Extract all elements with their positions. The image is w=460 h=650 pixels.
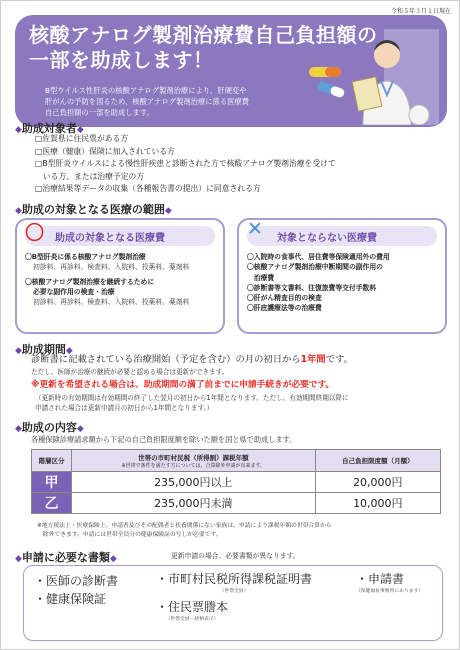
table-row: 乙 235,000円未満 10,000円	[32, 493, 441, 514]
table-note-1: ※地方税法上・医療保険上、申請者及びその配偶者と扶養関係にない家族は、申請により課税年額の世帯合算から	[37, 523, 332, 529]
docs-note: 更新申請の場合、必要書類が異なります。	[171, 552, 300, 560]
list-item: □治療結果等データの収集（各種報告書の提出）に同意される方	[35, 184, 261, 193]
list-item: いる方、または治療予定の方	[35, 171, 145, 181]
renewal-note-2: 申請された場合は更新申請月の初日から1年間となります。）	[35, 404, 214, 412]
list-item: □佐賀県に住民票がある方	[35, 134, 129, 143]
col-income: 世帯の市町村民税（所得割）課税年額 ※世帯で条件を満たす方については、合算除外申請が出来ます。	[72, 450, 316, 472]
content-intro: 各種保険診療請求額から下記の自己負担限度額を除いた額を国と県で助成します。	[31, 435, 297, 444]
page-title: 核酸アナログ製剤治療費自己負担額の 一部を助成します！	[29, 23, 378, 72]
period-heading: ◆助成期間◆	[15, 343, 73, 356]
doc-tax-certificate: ・市町村民税所得課税証明書 （世帯全員）	[156, 572, 313, 594]
header-banner	[15, 15, 447, 127]
covered-title: 助成の対象となる医療費	[25, 226, 215, 246]
not-covered-items: 〇入院時の食事代、居住費等保険適用外の費用 〇核酸アナログ製剤治療中断期間の副作用の 治療費 〇診断書等文書料、往復旅費等交付手数料 〇肝がん精査目的の検査 〇肝庇護療法等の治療費	[247, 253, 390, 313]
covered-items: 〇B型肝炎に係る核酸アナログ製剤治療 初診料、再診料、検査料、入院料、投薬料、薬剤料 〇核酸アナログ製剤治療を継続するために 必要な副作用の検査・治療 初診料、再診料、検査料、入院料、投薬料、薬剤料	[25, 253, 190, 307]
period-note: ただし、医師が治療の継続が必要と認める場合は更新ができます。	[31, 368, 229, 376]
issue-date: 令和５年３月１日現在	[390, 8, 451, 15]
limit-table	[31, 449, 441, 514]
doc-application-form: ・申請書 （保健福祉事務所にあります）	[356, 572, 424, 594]
renewal-warning: ※更新を希望される場合は、助成期間の満了前までに申請手続きが必要です。	[31, 380, 335, 390]
list-item: □医療（健康）保険に加入されている方	[35, 146, 175, 156]
renewal-note-1: （更新時の有効期間は有効期間の終了した翌月の初日から1年間となります。ただし、有効期間終期以降に	[35, 394, 349, 402]
target-list	[35, 133, 336, 196]
covered-box	[15, 218, 225, 334]
not-covered-box	[237, 218, 447, 334]
table-row: 甲 235,000円以上 20,000円	[32, 472, 441, 493]
scope-heading: ◆助成の対象となる医療の範囲◆	[15, 203, 172, 216]
period-main: 診断書に記載されている治療開始（予定を含む）の月の初日から1年間です。	[31, 354, 353, 365]
list-item: □B型肝炎ウイルスによる慢性肝疾患と診断された方で核酸アナログ製剤治療を受けて	[35, 159, 336, 168]
doc-diagnosis: ・医師の診断書	[34, 574, 119, 588]
table-note-2: 除外できます。申請には世帯全員分の健康保険証の写しが必要です。	[37, 532, 222, 538]
cross-icon: ✕	[247, 218, 263, 240]
target-heading: ◆助成対象者◆	[15, 122, 84, 135]
not-covered-title: 対象とならない医療費	[247, 226, 437, 246]
docs-box	[23, 565, 443, 641]
doc-resident-card: ・住民票謄本 （世帯全員・続柄表示）	[156, 600, 229, 622]
content-heading: ◆助成の内容◆	[15, 421, 84, 434]
circle-icon: 〇	[25, 222, 45, 244]
docs-heading: ◆申請に必要な書類◆	[15, 551, 117, 564]
col-limit: 自己負担限度額（月額）	[315, 450, 440, 472]
doctor-illustration	[289, 21, 439, 125]
doc-insurance-card: ・健康保険証	[34, 592, 107, 606]
header-description: B型ウイルス性肝炎の核酸アナログ製剤治療により、肝硬変や 肝がんの予防を図るため、核酸アナログ製剤治療に係る医療費 自己負担額の一部を助成します。	[45, 86, 250, 117]
col-grade: 階層区分	[32, 450, 72, 472]
